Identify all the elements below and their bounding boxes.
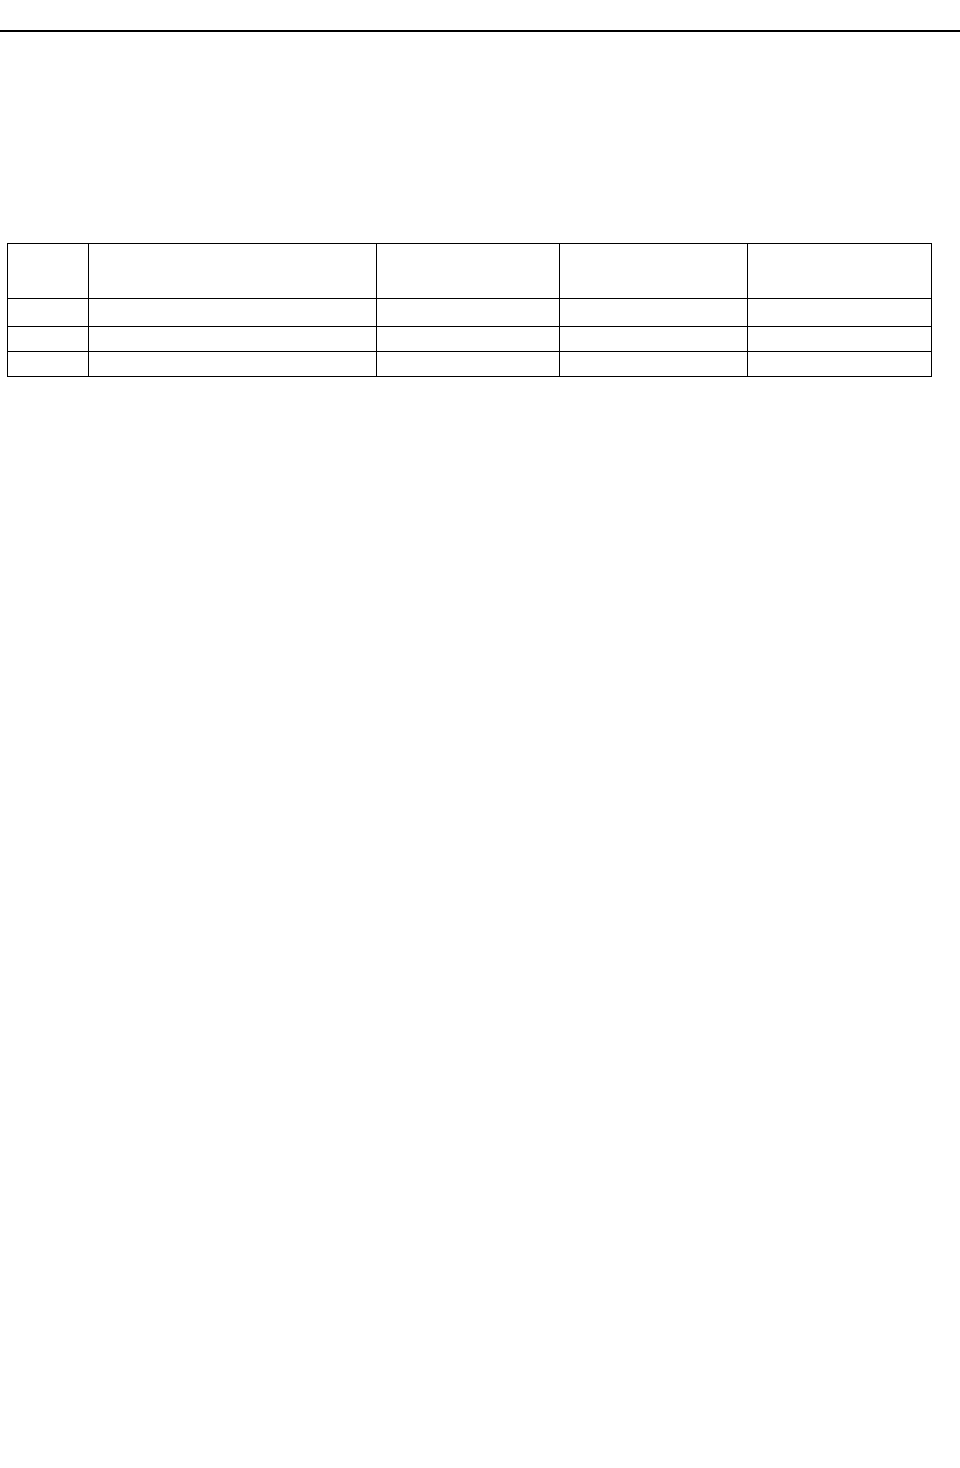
page-header: [0, 0, 960, 32]
table-blank-row: [8, 327, 932, 352]
table-blank-row: [8, 299, 932, 327]
table-header-row: [8, 244, 932, 299]
table-blank-row: [8, 352, 932, 377]
header-ilosc: [748, 244, 932, 299]
header-room: [89, 244, 377, 299]
header-krotnosc: [560, 244, 748, 299]
ventilation-table: [7, 243, 932, 377]
header-nr: [8, 244, 89, 299]
header-kubatura: [377, 244, 560, 299]
